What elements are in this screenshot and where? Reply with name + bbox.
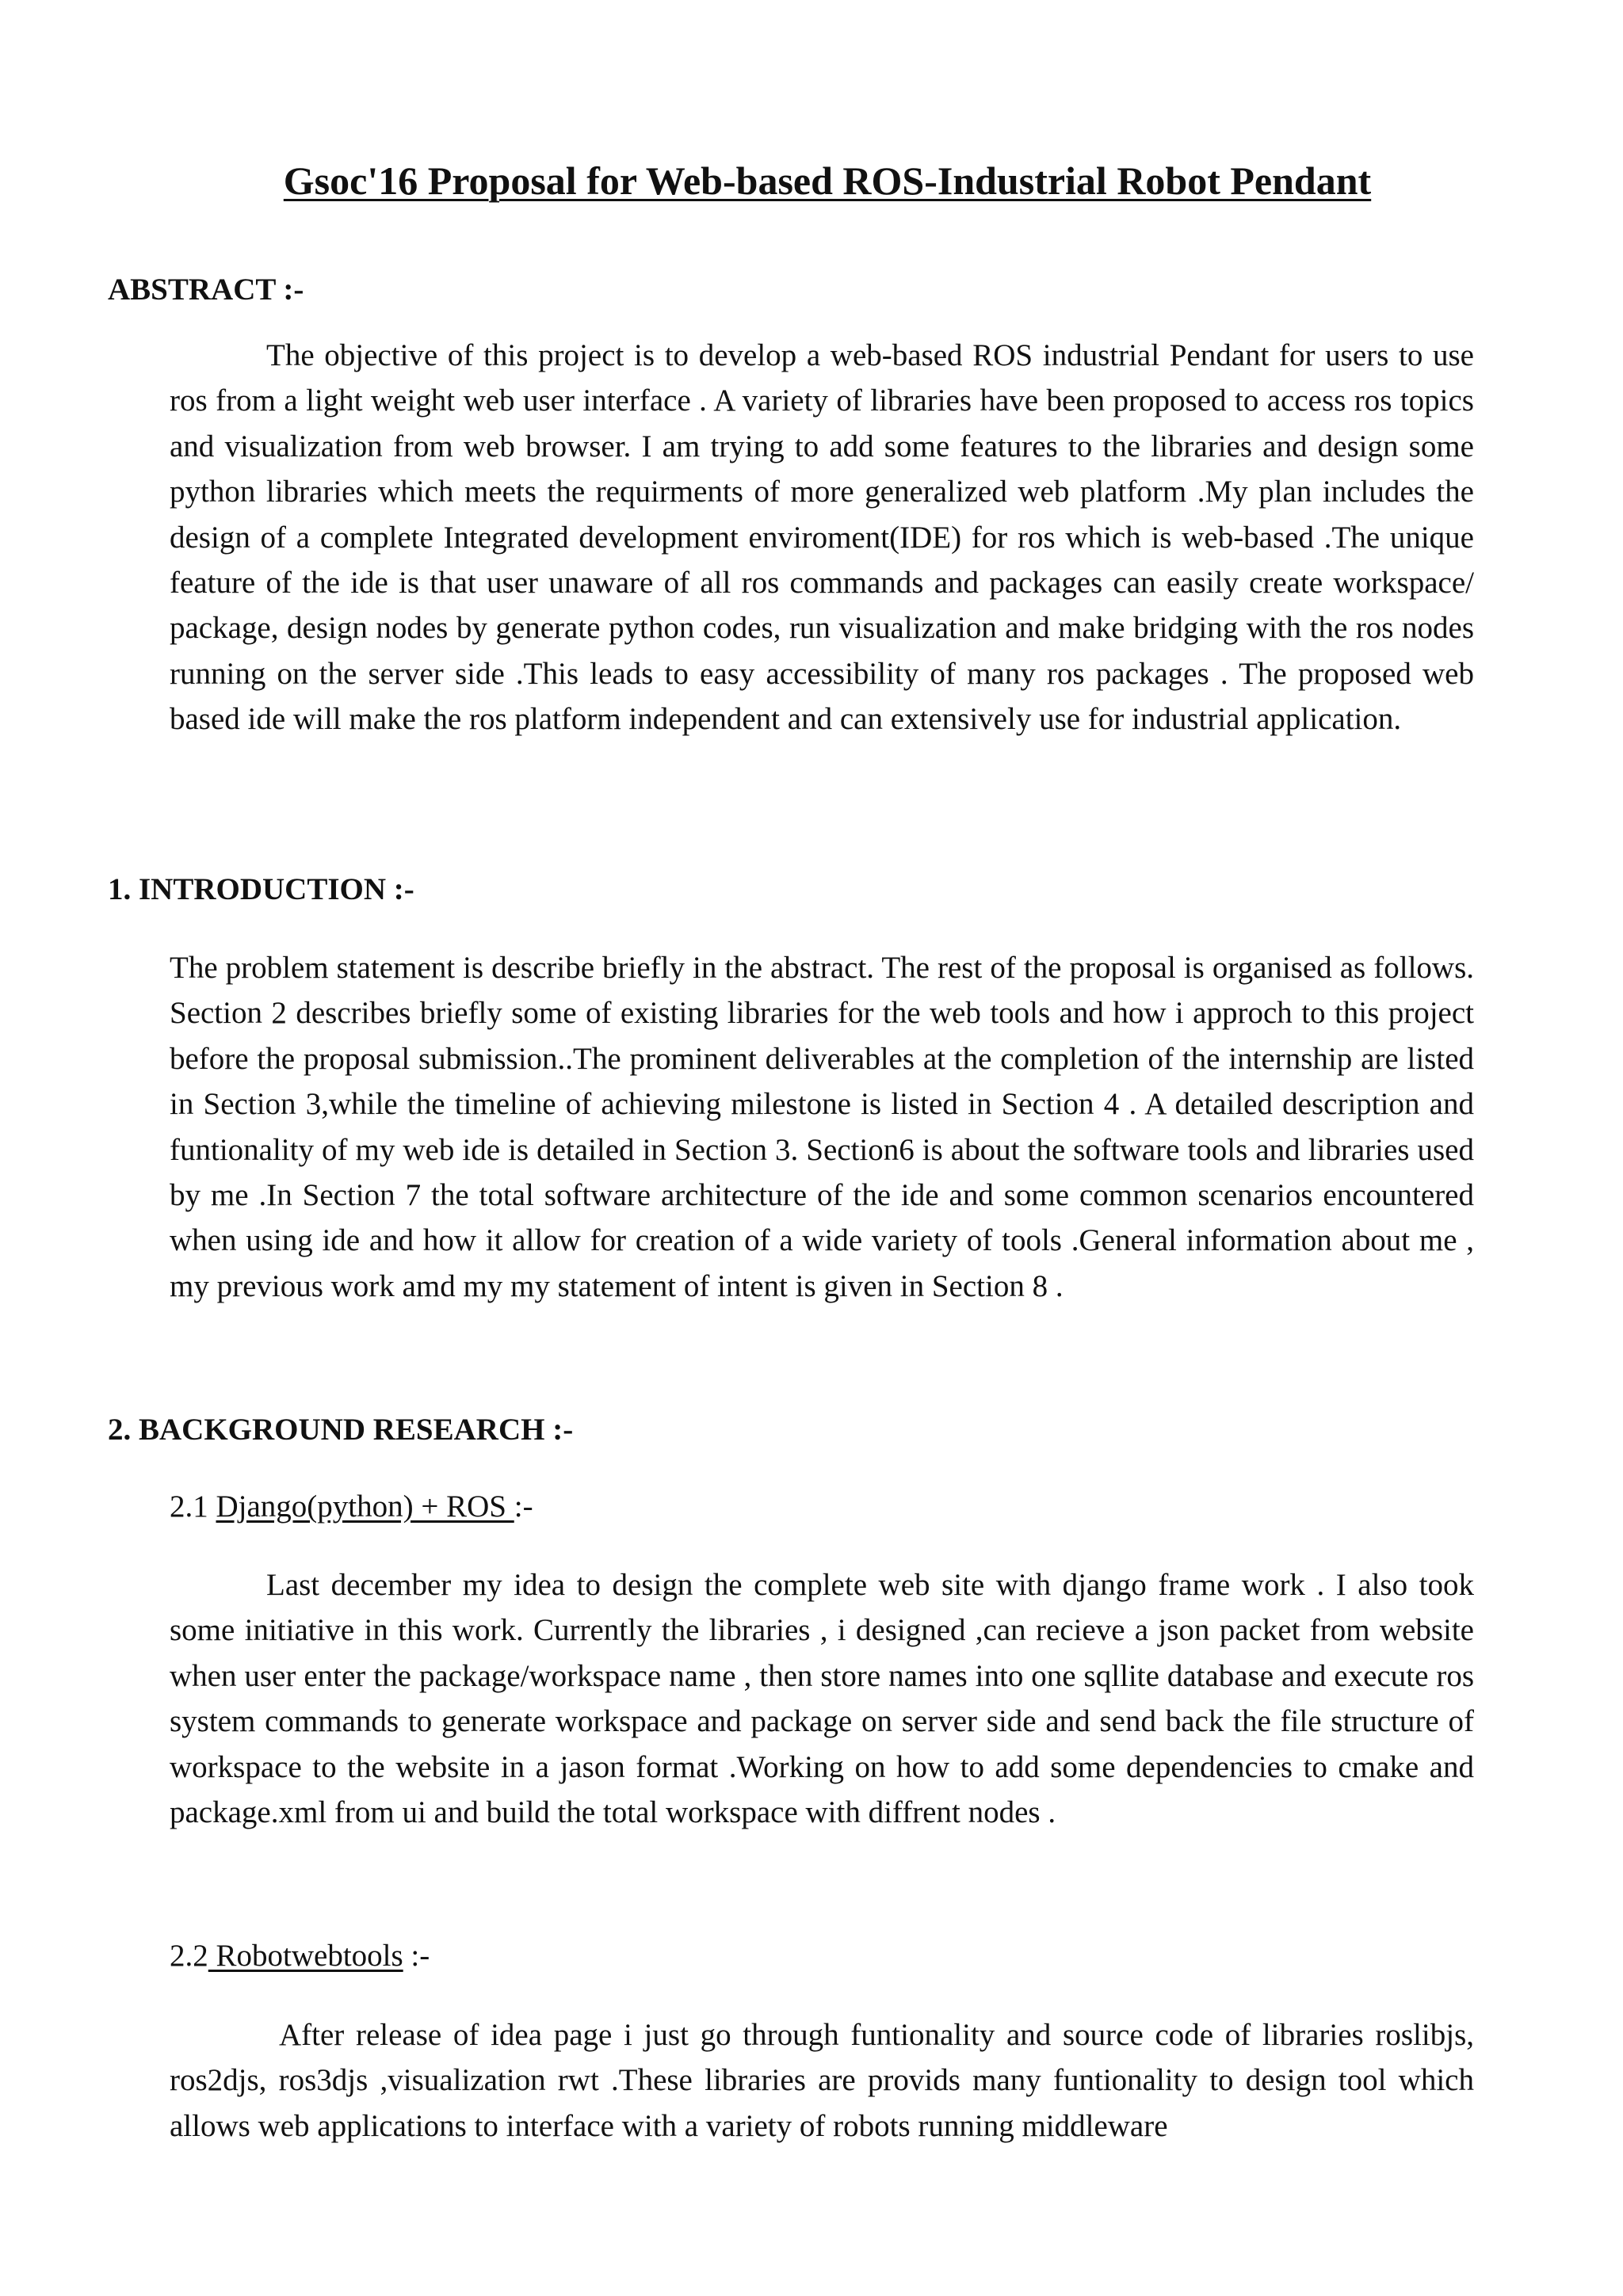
subsection-2-1-paragraph: Last december my idea to design the complete web site with django frame work . I also took some initiative in this work. Currently the libraries , i designed ,can recieve a json packet from website when user enter the package/workspace name , then store names into one sqllite database and execute ros system commands to generate workspace and package on server side and send back the file structure of workspace to the website in a jason format .Working on how to add some dependencies to cmake and package.xml from ui and build the total workspace with diffrent nodes . [170,1568,1474,1830]
abstract-heading: ABSTRACT :- [108,273,304,307]
subsection-2-2-title: Robotwebtools [208,1939,403,1973]
subsection-2-2-paragraph: After release of idea page i just go through funtionality and source code of libraries roslibjs, ros2djs, ros3djs ,visualization rwt .These libraries are provids many funtionality to design tool which allows web applications to interface with a variety of robots running middleware [170,2018,1474,2143]
introduction-heading: 1. INTRODUCTION :- [108,872,414,906]
introduction-paragraph: The problem statement is describe briefly in the abstract. The rest of the proposal is organised as follows. Section 2 describes briefly some of existing libraries for the web tools and how i approch to this project before the proposal submission..The prominent deliverables at the completion of the internship are listed in Section 3,while the timeline of achieving milestone is listed in Section 4 . A detailed description and funtionality of my web ide is detailed in Section 3. Section6 is about the software tools and libraries used by me .In Section 7 the total software architecture of the ide and some common scenarios encountered when using ide and how it allow for creation of a wide variety of tools .General information about me , my previous work amd my my statement of intent is given in Section 8 . [170,951,1474,1303]
subsection-2-1-title: Django(python) + ROS [216,1489,514,1524]
subsection-2-1-heading [170,1486,533,1527]
abstract-paragraph: The objective of this project is to develop a web-based ROS industrial Pendant for users to use ros from a light weight web user interface . A variety of libraries have been proposed to access ros topics and visualization from web browser. I am trying to add some features to the libraries and design some python libraries which meets the requirments of more generalized web platform .My plan includes the design of a complete Integrated development enviroment(IDE) for ros which is web-based .The unique feature of the ide is that user unaware of all ros commands and packages can easily create workspace/ package, design nodes by generate python codes, run visualization and make bridging with the ros nodes running on the server side .This leads to easy accessibility of many ros packages . The proposed web based ide will make the ros platform independent and can extensively use for industrial application. [170,338,1474,737]
subsection-2-2-heading [170,1936,430,1977]
subsection-2-1-suffix: :- [514,1489,533,1524]
subsection-2-2-number: 2.2 [170,1939,208,1973]
subsection-2-2-suffix: :- [403,1939,430,1973]
document-title: Gsoc'16 Proposal for Web-based ROS-Industrial Robot Pendant [283,158,1372,203]
subsection-2-1-number: 2.1 [170,1489,216,1524]
background-heading: 2. BACKGROUND RESEARCH :- [108,1413,574,1447]
